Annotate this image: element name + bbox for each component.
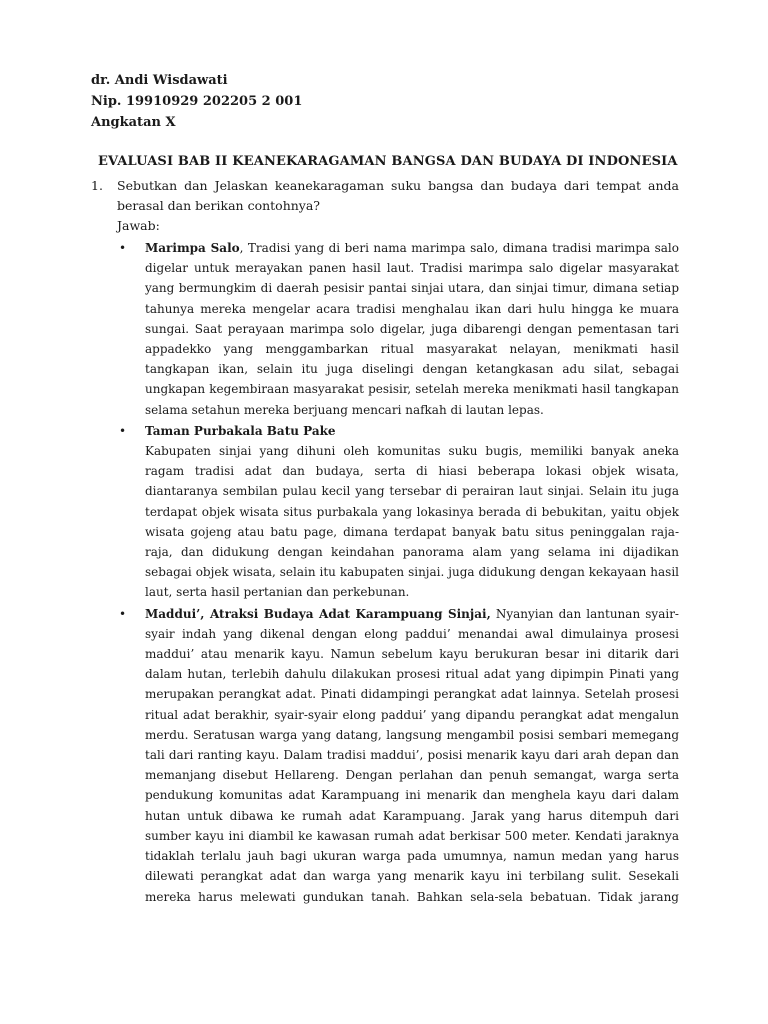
item-heading: Maddui’, Atraksi Budaya Adat Karampuang Sinjai,	[145, 606, 491, 621]
author-angkatan: Angkatan X	[91, 115, 176, 130]
list-item-marimpa-salo	[119, 238, 679, 420]
answer-label: Jawab:	[117, 218, 160, 233]
author-block	[91, 70, 302, 133]
document-title: EVALUASI BAB II KEANEKARAGAMAN BANGSA DAN BUDAYA DI INDONESIA	[98, 154, 678, 169]
question-text: Sebutkan dan Jelaskan keanekaragaman suku bangsa dan budaya dari tempat anda berasal dan berikan contohnya?	[117, 178, 679, 213]
item-heading: Taman Purbakala Batu Pake	[145, 423, 336, 438]
item-heading: Marimpa Salo	[145, 241, 240, 255]
bullet-icon: •	[119, 606, 127, 621]
question-1	[91, 176, 679, 236]
question-number: 1.	[91, 178, 103, 193]
item-body: Tradisi yang di beri nama marimpa salo, dimana tradisi marimpa salo digelar untuk merayakan panen hasil laut. Tradisi marimpa salo digelar masyarakat yang bermungkim di daerah pesisir pantai sinjai utara, dan sinjai timur, dimana setiap tahunya mereka mengelar acara tradisi menghalau ikan dari hulu hingga ke muara sungai. Saat perayaan marimpa solo digelar, juga dibarengi dengan pementasan tari appadekko yang menggambarkan ritual masyarakat nelayan, menikmati hasil tangkapan ikan, selain itu juga diselingi dengan ketangkasan adu silat, sebagai ungkapan kegembiraan masyarakat pesisir, setelah mereka menikmati hasil tangkapan selama setahun mereka berjuang mencari nafkah di lautan lepas.	[145, 241, 679, 417]
bullet-icon: •	[119, 423, 127, 438]
item-heading-suffix: ,	[239, 241, 244, 255]
item-body: Kabupaten sinjai yang dihuni oleh komunitas suku bugis, memiliki banyak aneka ragam tradisi adat dan budaya, serta di hiasi beberapa lokasi objek wisata, diantaranya sembilan pulau kecil yang tersebar di perairan laut sinjai. Selain itu juga terdapat objek wisata situs purbakala yang lokasinya berada di bebukitan, yaitu objek wisata gojeng atau batu page, dimana terdapat banyak batu situs peninggalan raja-raja, dan didukung dengan keindahan panorama alam yang selama ini dijadikan sebagai objek wisata, selain itu kabupaten sinjai. juga didukung dengan kekayaan hasil laut, serta hasil pertanian dan perkebunan.	[145, 444, 679, 600]
item-paragraph	[145, 604, 679, 907]
list-item-taman-purbakala	[119, 421, 679, 603]
bullet-icon: •	[119, 241, 127, 255]
item-body: Nyanyian dan lantunan syair-syair indah yang dikenal dengan elong paddui’ menandai awal dimulainya prosesi maddui’ atau menarik kayu. Namun sebelum kayu berukuran besar ini ditarik dari dalam hutan, terlebih dahulu dilakukan prosesi ritual adat yang dipimpin Pinati yang merupakan perangkat adat. Pinati didampingi perangkat adat lainnya. Setelah prosesi ritual adat berakhir, syair-syair elong paddui’ yang dipandu perangkat adat mengalun merdu. Seratusan warga yang datang, langsung mengambil posisi sembari memegang tali dari ranting kayu. Dalam tradisi maddui’, posisi menarik kayu dari arah depan dan memanjang disebut Hellareng. Dengan perlahan dan penuh semangat, warga serta pendukung komunitas adat Karampuang ini menarik dan menghela kayu dari dalam hutan untuk dibawa ke rumah adat Karampuang. Jarak yang harus ditempuh dari sumber kayu ini diambil ke kawasan rumah adat berkisar 500 meter. Kendati jaraknya tidaklah terlalu jauh bagi ukuran warga pada umumnya, namun medan yang harus dilewati perangkat adat dan warga yang menarik kayu ini terbilang sulit. Sesekali mereka harus melewati gundukan tanah. Bahkan sela-sela bebatuan. Tidak jarang	[145, 606, 679, 904]
author-name: dr. Andi Wisdawati	[91, 73, 228, 88]
list-item-maddui	[119, 604, 679, 907]
author-nip: Nip. 19910929 202205 2 001	[91, 94, 303, 109]
item-paragraph	[145, 238, 679, 420]
answer-list	[91, 238, 679, 908]
